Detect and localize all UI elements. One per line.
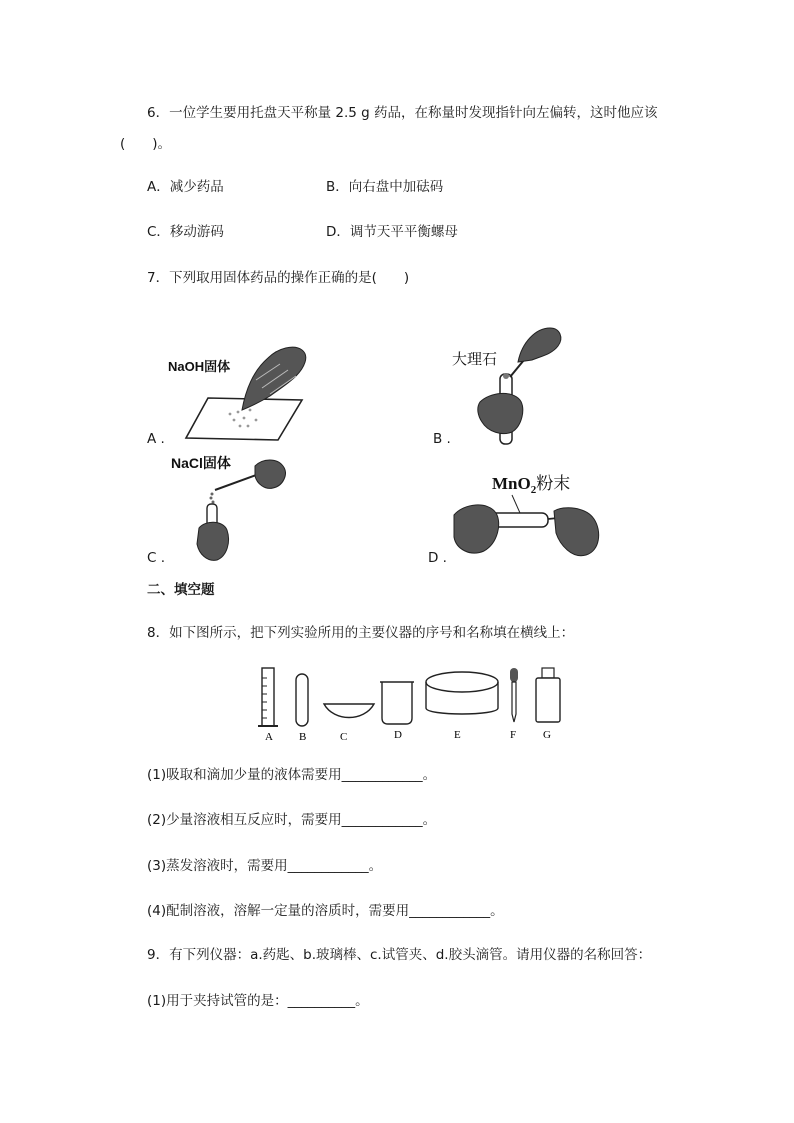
q8-instrument-figure bbox=[256, 664, 566, 744]
instrument-letter-c: C bbox=[340, 731, 348, 743]
q7-figure-d-label-main: MnO bbox=[492, 474, 531, 493]
q7-option-c-letter: C . bbox=[147, 550, 166, 566]
q7-figure-a bbox=[160, 340, 320, 445]
instrument-letter-e: E bbox=[454, 729, 461, 741]
q7-figure-d bbox=[450, 465, 610, 565]
instrument-letter-f: F bbox=[510, 729, 517, 741]
q7-option-a-letter: A . bbox=[147, 431, 165, 447]
q6-option-d: D．调节天平平衡螺母 bbox=[326, 224, 458, 240]
q6-option-a: A．减少药品 bbox=[147, 179, 224, 195]
instrument-letter-a: A bbox=[265, 731, 273, 743]
q7-option-b-letter: B . bbox=[433, 431, 451, 447]
q7-figure-d-label-sub: 2 bbox=[530, 484, 537, 496]
q6-stem: 6．一位学生要用托盘天平称量 2.5 g 药品，在称量时发现指针向左偏转，这时他应该 bbox=[147, 105, 658, 121]
instrument-letter-b: B bbox=[299, 731, 307, 743]
q8-item-4: (4)配制溶液，溶解一定量的溶质时，需要用____________。 bbox=[147, 903, 504, 919]
q7-stem: 7．下列取用固体药品的操作正确的是( ) bbox=[147, 270, 410, 286]
section-heading: 二、填空题 bbox=[147, 582, 215, 598]
instrument-letter-d: D bbox=[394, 729, 402, 741]
q7-figure-a-label: NaOH固体 bbox=[168, 359, 231, 374]
q8-stem: 8．如下图所示，把下列实验所用的主要仪器的序号和名称填在横线上： bbox=[147, 625, 575, 641]
instrument-letter-g: G bbox=[543, 729, 551, 741]
q8-item-2: (2)少量溶液相互反应时，需要用____________。 bbox=[147, 812, 437, 828]
q8-item-3: (3)蒸发溶液时，需要用____________。 bbox=[147, 858, 383, 874]
q8-item-1: (1)吸取和滴加少量的液体需要用____________。 bbox=[147, 767, 437, 783]
q9-stem: 9．有下列仪器：a.药匙、b.玻璃棒、c.试管夹、d.胶头滴管。请用仪器的名称回答： bbox=[147, 947, 652, 963]
svg-text:MnO2粉末 bbox=[492, 474, 570, 496]
q6-option-c: C．移动游码 bbox=[147, 224, 224, 240]
q7-figure-b bbox=[450, 322, 570, 447]
q6-option-b: B．向右盘中加砝码 bbox=[326, 179, 444, 195]
q7-figure-d-label-tail: 粉末 bbox=[536, 474, 571, 494]
q9-item-1: (1)用于夹持试管的是：__________。 bbox=[147, 993, 369, 1009]
q7-figure-c bbox=[165, 450, 305, 565]
q6-answer-bracket: ( )。 bbox=[120, 136, 172, 152]
q7-option-d-letter: D . bbox=[428, 550, 447, 566]
q7-figure-c-label: NaCl固体 bbox=[171, 455, 231, 471]
q7-figure-b-label: 大理石 bbox=[452, 350, 498, 368]
